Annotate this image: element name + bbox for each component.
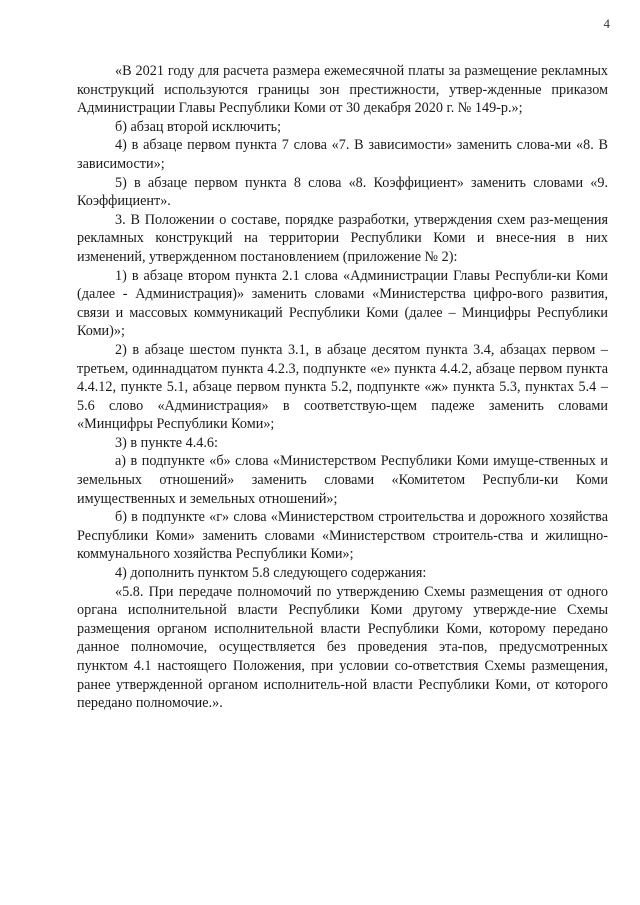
paragraph-2: б) абзац второй исключить; [115, 118, 282, 135]
paragraph-3: 4) в абзаце первом пункта 7 слова «7. В зависимости» заменить слова-ми «8. В зависимости»; [77, 137, 608, 172]
paragraph-8: 3) в пункте 4.4.6: [115, 434, 218, 451]
document-body [77, 62, 608, 713]
paragraph-1: «В 2021 году для расчета размера ежемесячной платы за размещение рекламных конструкций используются границы зон престижности, утвер-жденные приказом Администрации Главы Республики Коми от 30 декабря 2020 г. № 149-р.»; [77, 63, 608, 117]
paragraph-10: б) в подпункте «г» слова «Министерством строительства и дорожного хозяйства Республики Коми» заменить словами «Министерством строитель-ства и жилищно-коммунального хозяйства Республики Коми»; [77, 509, 608, 563]
paragraph-6: 1) в абзаце втором пункта 2.1 слова «Администрации Главы Республи-ки Коми (далее - Администрация)» заменить словами «Министерства цифро-вого развития, связи и массовых коммуникаций Республики Коми (далее – Минцифры Республики Коми)»; [77, 267, 608, 340]
paragraph-4: 5) в абзаце первом пункта 8 слова «8. Коэффициент» заменить словами «9. Коэффициент». [77, 174, 608, 210]
paragraph-9: а) в подпункте «б» слова «Министерством Республики Коми имуще-ственных и земельных отношений» заменить словами «Комитетом Республи-ки Коми имущественных и земельных отношений»; [77, 453, 608, 507]
paragraph-12: «5.8. При передаче полномочий по утверждению Схемы размещения от одного органа исполнительной власти Республики Коми другому утвержде-ние Схемы размещения органом исполнительной власти Республики Коми, которому передано данное полномочие, осуществляется без проведения эта-пов, предусмотренных пунктом 4.1 настоящего Положения, при условии со-ответствия Схемы размещения, ранее утвержденной органом исполнитель-ной власти Республики Коми, от которого передано полномочие.». [77, 583, 608, 712]
paragraph-5: 3. В Положении о составе, порядке разработки, утверждения схем раз-мещения рекламных конструкций на территории Республики Коми и внесе-ния в них изменений, утвержденном постановлением (приложение № 2): [77, 211, 608, 265]
paragraph-7: 2) в абзаце шестом пункта 3.1, в абзаце десятом пункта 3.4, абзацах первом – третьем, одиннадцатом пункта 4.2.3, подпункте «е» пункта 4.4.2, абзаце первом пункта 4.4.12, пункте 5.1, абзаце первом пункта 5.2, подпункте «ж» пункта 5.3, пунктах 5.4 – 5.6 слово «Администрация» в соответствую-щем падеже заменить словами «Минцифры Республики Коми»; [77, 341, 608, 433]
paragraph-11: 4) дополнить пунктом 5.8 следующего содержания: [115, 565, 427, 582]
page-number: 4 [603, 16, 610, 31]
